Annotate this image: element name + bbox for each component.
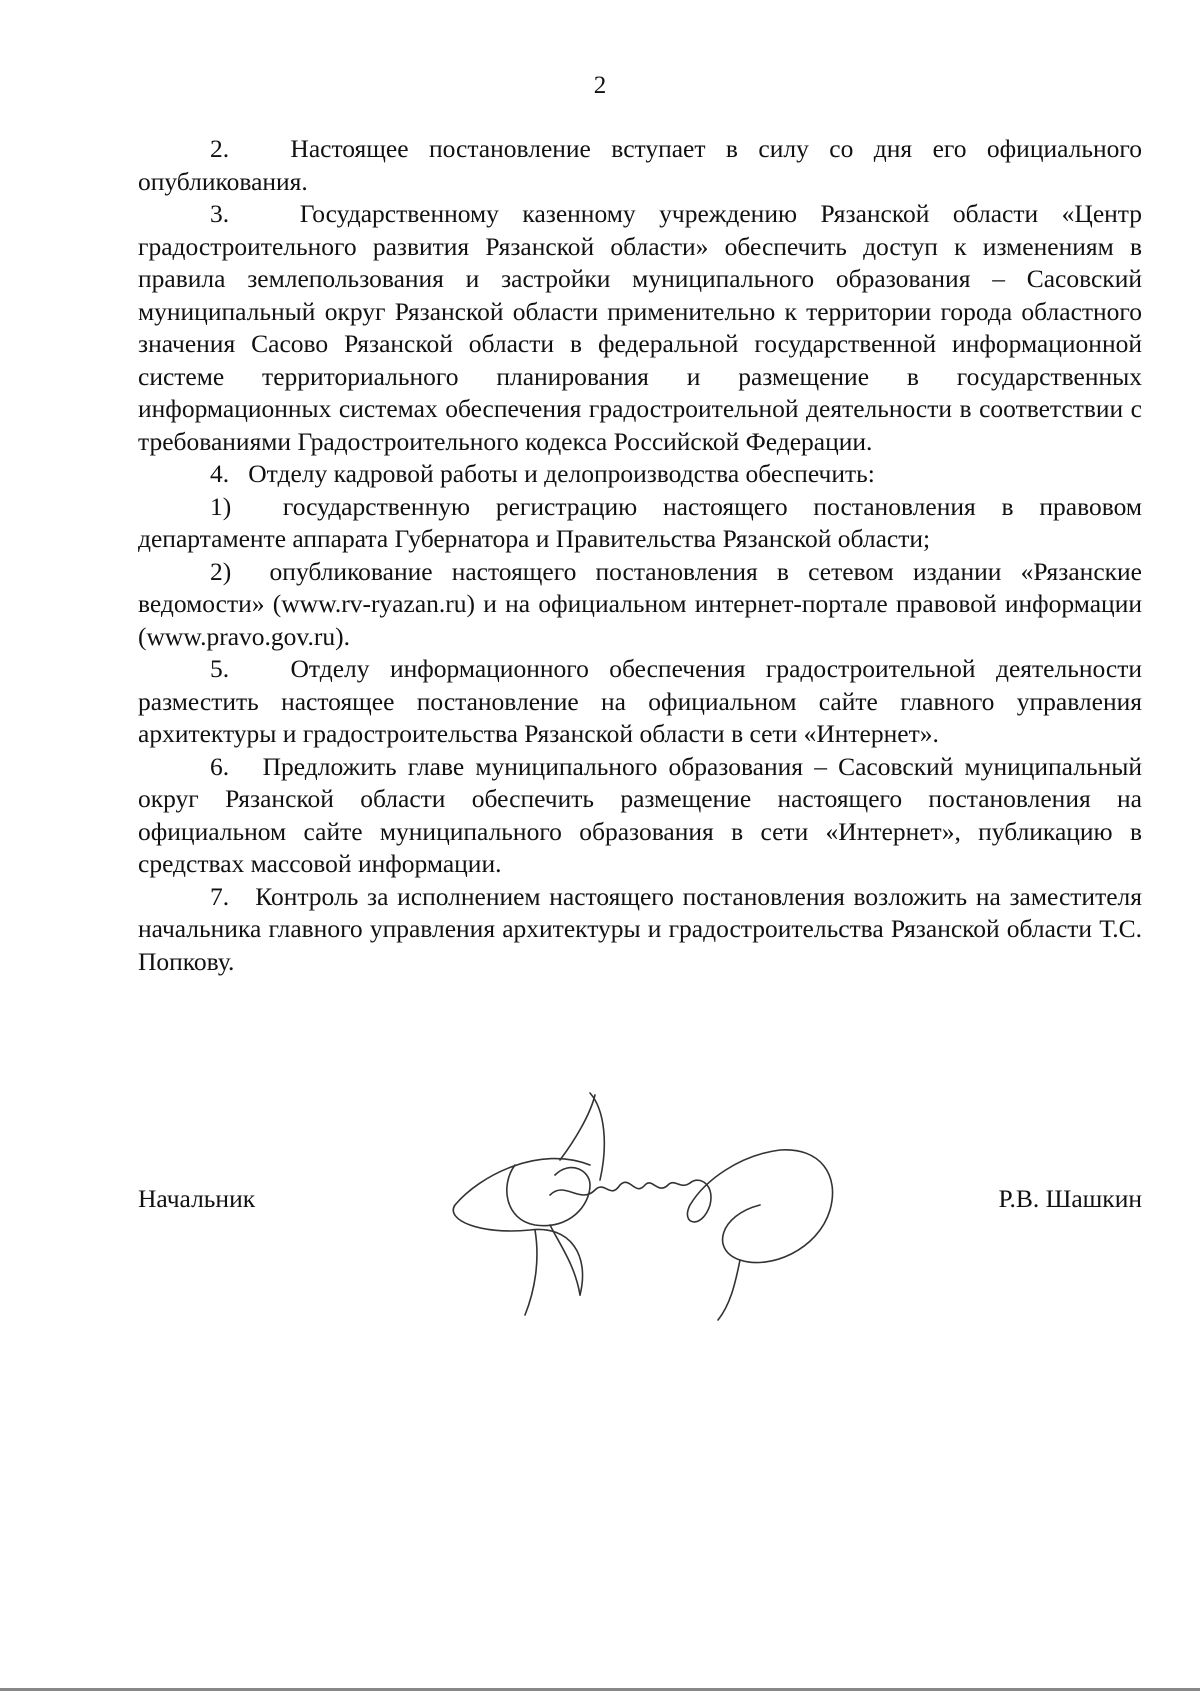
paragraph-4-item-2: 2) опубликование настоящего постановления в сетевом издании «Рязанские ведомости» (www.rv-ryazan.ru) и на официальном интернет-портале правовой информации (www.pravo.gov.ru).	[138, 556, 1142, 651]
paragraph-5: 5. Отделу информационного обеспечения градостроительной деятельности разместить настоящее постановление на официальном сайте главного управления архитектуры и градостроительства Рязанской области в сети «Интернет».	[138, 654, 1142, 748]
paragraph-4-item-1: 1) государственную регистрацию настоящего постановления в правовом департаменте аппарата Губернатора и Правительства Рязанской области;	[138, 491, 1142, 553]
paragraph-3: 3. Государственному казенному учреждению Рязанской области «Центр градостроительного развития Рязанской области» обеспечить доступ к изменениям в правила землепользования и застройки муниципального образования – Сасовский муниципальный округ Рязанской области применительно к территории города областного значения Сасово Рязанской области в федеральной государственной информационной системе территориального планирования и размещение в государственных информационных системах обеспечения градостроительной деятельности в соответствии с требованиями Градостроительного кодекса Российской Федерации.	[138, 199, 1142, 456]
page-number: 2	[593, 72, 607, 99]
handwritten-signature	[440, 1085, 900, 1335]
signatory-title: Начальник	[138, 1184, 256, 1213]
signatory-name: Р.В. Шашкин	[998, 1184, 1142, 1213]
document-body	[138, 133, 1142, 978]
paragraph-6: 6. Предложить главе муниципального образования – Сасовский муниципальный округ Рязанской области обеспечить размещение настоящего постановления на официальном сайте муниципального образования в сети «Интернет», публикацию в средствах массовой информации.	[138, 751, 1142, 878]
scan-border-line	[0, 1688, 1200, 1691]
paragraph-7: 7. Контроль за исполнением настоящего постановления возложить на заместителя начальника главного управления архитектуры и градостроительства Рязанской области Т.С. Попкову.	[138, 881, 1142, 976]
paragraph-4: 4. Отделу кадровой работы и делопроизводства обеспечить:	[210, 459, 875, 488]
paragraph-2: 2. Настоящее постановление вступает в силу со дня его официального опубликования.	[138, 134, 1142, 196]
